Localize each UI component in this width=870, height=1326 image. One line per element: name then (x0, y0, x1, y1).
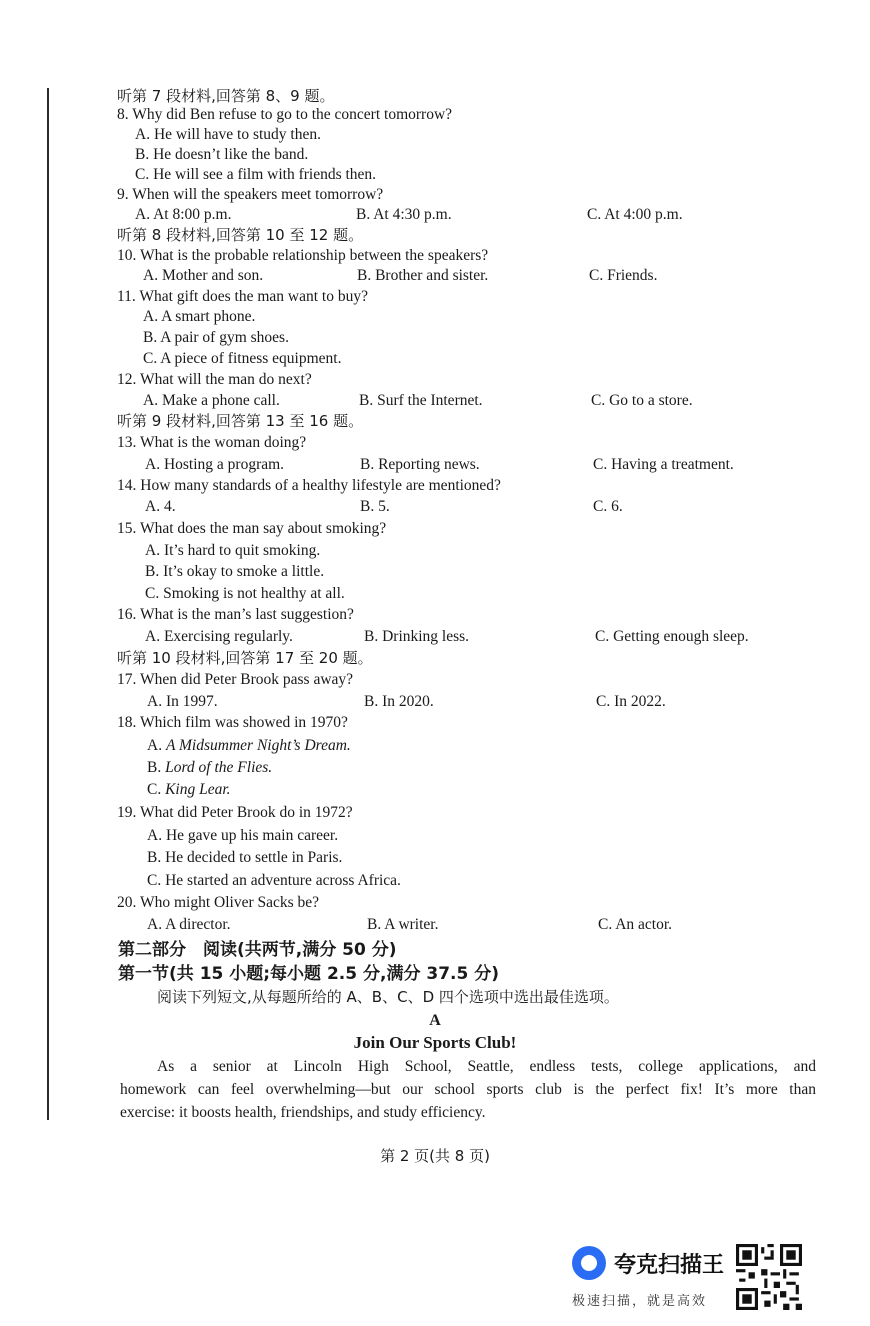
question-11-option-b: B. A pair of gym shoes. (143, 329, 289, 346)
question-12-option-c: C. Go to a store. (591, 392, 693, 409)
passage-line-3: exercise: it boosts health, friendships, and study efficiency. (120, 1104, 486, 1121)
film-title: King Lear. (165, 781, 231, 798)
film-title: A Midsummer Night’s Dream. (165, 737, 351, 754)
question-18-stem: 18. Which film was showed in 1970? (117, 714, 348, 731)
question-16-option-b: B. Drinking less. (364, 628, 470, 645)
section-heading-8: 听第 8 段材料,回答第 10 至 12 题。 (117, 226, 364, 244)
qr-code-icon (736, 1244, 802, 1310)
question-10-option-c: C. Friends. (589, 267, 658, 284)
question-9-option-a: A. At 8:00 p.m. (135, 206, 232, 223)
question-8-option-c: C. He will see a film with friends then. (135, 166, 377, 183)
margin-line (47, 88, 49, 1120)
question-8-stem: 8. Why did Ben refuse to go to the concert tomorrow? (117, 106, 453, 123)
part-2-title: 第二部分 阅读(共两节,满分 50 分) (118, 940, 397, 960)
question-19-option-a: A. He gave up his main career. (147, 827, 339, 844)
question-10-option-b: B. Brother and sister. (357, 267, 489, 284)
question-12-option-a: A. Make a phone call. (143, 392, 280, 409)
question-13-option-c: C. Having a treatment. (593, 456, 734, 473)
question-20-option-a: A. A director. (147, 916, 231, 933)
question-9-option-c: C. At 4:00 p.m. (587, 206, 683, 223)
question-16-option-c: C. Getting enough sleep. (595, 628, 749, 645)
question-20-option-b: B. A writer. (367, 916, 439, 933)
question-13-stem: 13. What is the woman doing? (117, 434, 307, 451)
question-17-option-a: A. In 1997. (147, 693, 218, 710)
option-letter: A. (147, 737, 166, 754)
passage-title: Join Our Sports Club! (353, 1033, 517, 1052)
question-18-option-b (147, 758, 272, 778)
question-12-stem: 12. What will the man do next? (117, 371, 312, 388)
section-heading-7: 听第 7 段材料,回答第 8、9 题。 (117, 87, 335, 105)
option-letter: B. (147, 759, 166, 776)
film-title: Lord of the Flies. (165, 759, 273, 776)
passage-line-2: homework can feel overwhelming—but our school sports club is the perfect fix! It’s more than (120, 1081, 816, 1098)
question-13-option-b: B. Reporting news. (360, 456, 480, 473)
question-11-option-c: C. A piece of fitness equipment. (143, 350, 342, 367)
passage-letter: A (429, 1012, 441, 1029)
watermark-subtitle: 极速扫描，就是高效 (572, 1294, 708, 1309)
question-9-option-b: B. At 4:30 p.m. (356, 206, 452, 223)
question-12-option-b: B. Surf the Internet. (359, 392, 483, 409)
question-11-stem: 11. What gift does the man want to buy? (117, 288, 368, 305)
question-14-stem: 14. How many standards of a healthy lifestyle are mentioned? (117, 477, 501, 494)
reading-instruction: 阅读下列短文,从每题所给的 A、B、C、D 四个选项中选出最佳选项。 (157, 988, 619, 1006)
section-heading-10: 听第 10 段材料,回答第 17 至 20 题。 (117, 649, 373, 667)
section-heading-9: 听第 9 段材料,回答第 13 至 16 题。 (117, 412, 364, 430)
question-17-stem: 17. When did Peter Brook pass away? (117, 671, 354, 688)
question-20-option-c: C. An actor. (598, 916, 673, 933)
question-19-option-b: B. He decided to settle in Paris. (147, 849, 343, 866)
question-10-option-a: A. Mother and son. (143, 267, 264, 284)
question-13-option-a: A. Hosting a program. (145, 456, 285, 473)
question-11-option-a: A. A smart phone. (143, 308, 256, 325)
question-8-option-a: A. He will have to study then. (135, 126, 321, 143)
question-19-stem: 19. What did Peter Brook do in 1972? (117, 804, 353, 821)
question-20-stem: 20. Who might Oliver Sacks be? (117, 894, 320, 911)
question-14-option-c: C. 6. (593, 498, 623, 515)
quark-logo-icon (572, 1246, 606, 1280)
question-15-option-a: A. It’s hard to quit smoking. (145, 542, 321, 559)
question-10-stem: 10. What is the probable relationship between the speakers? (117, 247, 489, 264)
question-15-stem: 15. What does the man say about smoking? (117, 520, 387, 537)
part-2-subsection-title: 第一节(共 15 小题;每小题 2.5 分,满分 37.5 分) (118, 964, 500, 984)
question-18-option-a (147, 736, 351, 756)
passage-line-1: As a senior at Lincoln High School, Seattle, endless tests, college applications, and (157, 1058, 816, 1075)
question-8-option-b: B. He doesn’t like the band. (135, 146, 309, 163)
question-9-stem: 9. When will the speakers meet tomorrow? (117, 186, 384, 203)
question-18-option-c (147, 780, 231, 800)
option-letter: C. (147, 781, 166, 798)
question-17-option-b: B. In 2020. (364, 693, 434, 710)
question-14-option-a: A. 4. (145, 498, 176, 515)
question-15-option-c: C. Smoking is not healthy at all. (145, 585, 345, 602)
question-19-option-c: C. He started an adventure across Africa. (147, 872, 401, 889)
watermark-title: 夸克扫描王 (614, 1253, 725, 1278)
page-number: 第 2 页(共 8 页) (380, 1147, 490, 1165)
question-17-option-c: C. In 2022. (596, 693, 666, 710)
question-16-option-a: A. Exercising regularly. (145, 628, 293, 645)
question-15-option-b: B. It’s okay to smoke a little. (145, 563, 325, 580)
question-16-stem: 16. What is the man’s last suggestion? (117, 606, 354, 623)
question-14-option-b: B. 5. (360, 498, 390, 515)
